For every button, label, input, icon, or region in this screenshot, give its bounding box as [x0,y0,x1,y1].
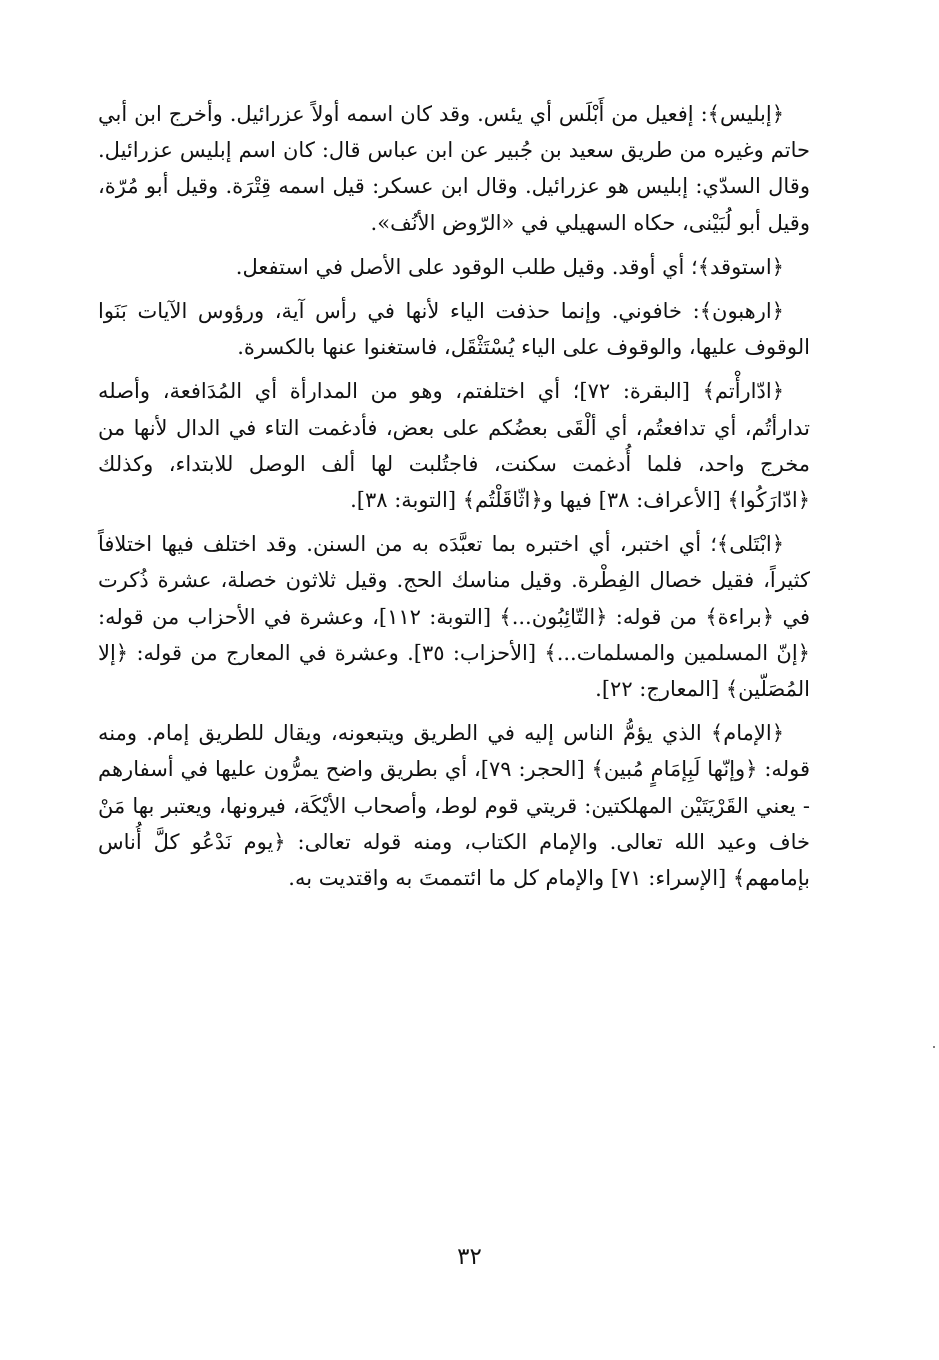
page-number: ٣٢ [457,1244,482,1270]
margin-speck [933,1046,935,1048]
entry-imam-paragraph: ﴿الإمام﴾ الذي يؤمُّ الناس إليه في الطريق ويتبعونه، ويقال للطريق إمام. ومنه قوله: ﴿وإنّها لَبِإمَامٍ مُبين﴾ [الحجر: ٧٩]، أي بطريق واضح يمرُّون عليها في أسفارهم - يعني القَرْيَتَيْن المهلكتين: قريتي قوم لوط، وأصحاب الأيْكَة، فيرونها، ويعتبر بها مَنْ خاف وعيد الله تعالى. والإمام الكتاب، ومنه قوله تعالى: ﴿يوم نَدْعُو كلَّ أُناس بإمامهم﴾ [الإسراء: ٧١] والإمام كل ما ائتممتَ به واقتديت به. [98,721,810,891]
page-body [98,96,810,904]
entry-irhabun-paragraph: ﴿ارهبون﴾: خافوني. وإنما حذفت الياء لأنها في رأس آية، ورؤوس الآيات بَنَوا الوقوف عليها، والوقوف على الياء يُسْتَثْقَل، فاستغنوا عنها بالكسرة. [98,299,810,360]
entry-istawqada-paragraph: ﴿استوقد﴾؛ أي أوقد. وقيل طلب الوقود على الأصل في استفعل. [235,254,784,279]
entry-iblis-paragraph: ﴿إبليس﴾: إفعيل من أَبْلَس أي يئس. وقد كان اسمه أولاً عزرائيل. وأخرج ابن أبي حاتم وغيره من طريق سعيد بن جُبير عن ابن عباس قال: كان اسم إبليس عزرائيل. وقال السدّي: إبليس هو عزرائيل. وقال ابن عسكر: قيل اسمه قِتْرَة. وقيل أبو مُرّة، وقيل أبو لُبَيْنى، حكاه السهيلي في «الرّوض الأنُف». [98,102,810,235]
entry-ibtala-paragraph: ﴿ابْتَلى﴾؛ أي اختبر، أي اختبره بما تعبَّدَه به من السنن. وقد اختلف فيها اختلافاً كثيراً، فقيل خصال الفِطْرة. وقيل مناسك الحج. وقيل ثلاثون خصلة، عشرة ذُكرت في ﴿براءة﴾ من قوله: ﴿التّائِبُون...﴾ [التوبة: ١١٢]، وعشرة في الأحزاب من قوله: ﴿إنّ المسلمين والمسلمات...﴾ [الأحزاب: ٣٥]. وعشرة في المعارج من قوله: ﴿إلا المُصَلّين﴾ [المعارج: ٢٢]. [98,532,810,702]
entry-iddaratum-paragraph: ﴿ادّارأْتم﴾ [البقرة: ٧٢]؛ أي اختلفتم، وهو من المدارأة أي المُدَافعة، وأصله تدارأتُم، أي تدافعتُم، أي ألْقَى بعضُكم على بعض، فأدغمت التاء في الدال لأنها من مخرج واحد، فلما أُدغمت سكنت، فاجتُلبت لها ألف الوصل للابتداء، وكذلك ﴿ادّارَكُوا﴾ [الأعراف: ٣٨] فيها و﴿اثّاقَلْتُم﴾ [التوبة: ٣٨]. [98,379,810,513]
